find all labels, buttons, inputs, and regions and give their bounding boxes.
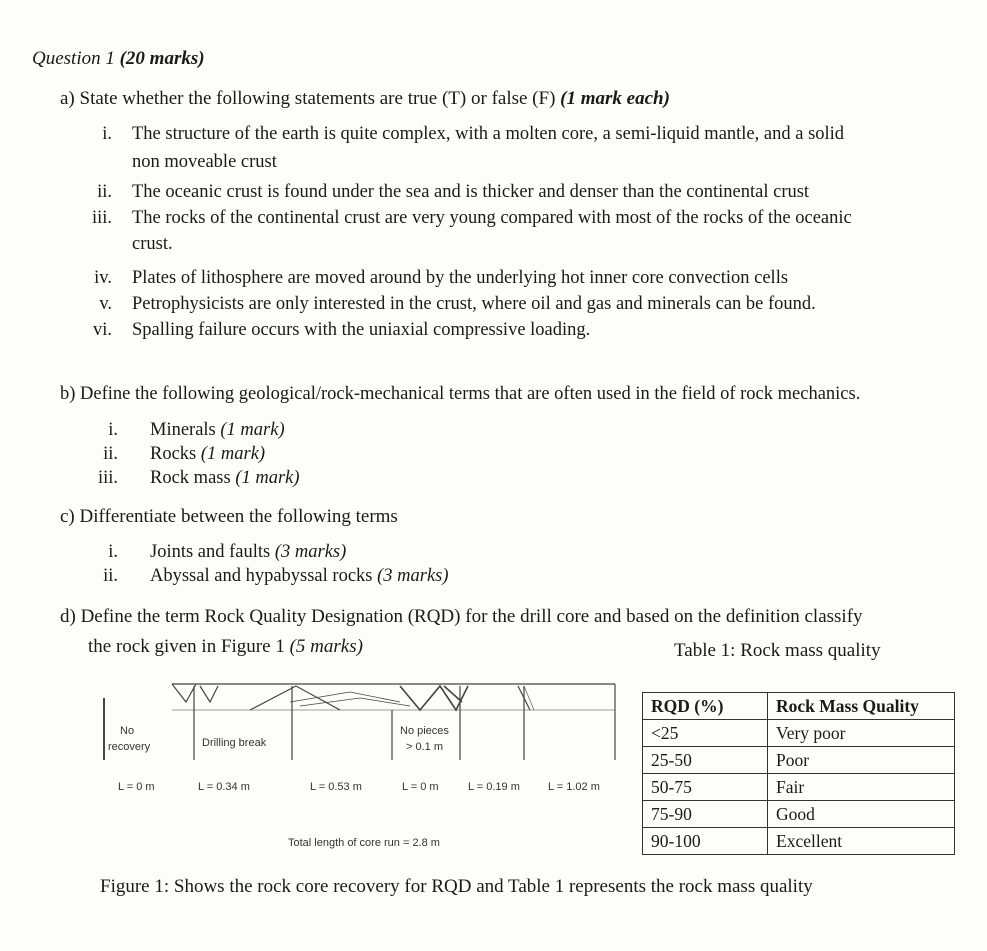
table-cell-quality: Excellent xyxy=(768,828,955,855)
table-cell-quality: Good xyxy=(768,801,955,828)
core-outline xyxy=(104,684,615,760)
part-a-item-5-num: v. xyxy=(99,294,112,314)
part-c-item-1-num: i. xyxy=(108,542,118,562)
part-a-item-1-num: i. xyxy=(102,124,112,144)
part-d-marks: (5 marks) xyxy=(289,636,363,657)
part-d-line2: the rock given in Figure 1 xyxy=(88,636,285,657)
label-no-recovery-1: No xyxy=(120,725,135,737)
table-cell-rqd: 75-90 xyxy=(643,801,768,828)
part-a-item-6-num: vi. xyxy=(92,320,112,340)
part-a-item-6-line1: Spalling failure occurs with the uniaxial compressive loading. xyxy=(132,320,591,340)
part-a-item-1-line1: The structure of the earth is quite complex, with a molten core, a semi-liquid mantle, and a solid xyxy=(132,124,845,144)
length-label-4: L = 0 m xyxy=(402,781,439,793)
part-c-item-2-text: Abyssal and hypabyssal rocks xyxy=(150,566,373,586)
part-b-item-3 xyxy=(150,468,300,489)
part-a-item-3-num: iii. xyxy=(91,208,112,228)
table-caption: Table 1: Rock mass quality xyxy=(674,640,881,661)
part-c-label: c) xyxy=(60,506,75,527)
length-label-6: L = 1.02 m xyxy=(548,781,600,793)
rqd-table xyxy=(642,692,955,855)
part-b-heading xyxy=(60,384,860,405)
part-d-line2-wrap xyxy=(88,636,363,658)
length-label-1: L = 0 m xyxy=(118,781,155,793)
question-title xyxy=(32,48,205,70)
part-a-text: State whether the following statements are true (T) or false (F) xyxy=(79,88,556,109)
label-total-length: Total length of core run = 2.8 m xyxy=(288,837,440,849)
part-b-item-1 xyxy=(150,420,285,441)
part-a-item-3-line1: The rocks of the continental crust are very young compared with most of the rocks of the oceanic xyxy=(132,208,852,228)
length-label-5: L = 0.19 m xyxy=(468,781,520,793)
part-b-item-3-num: iii. xyxy=(97,468,118,488)
part-a-item-4-num: iv. xyxy=(94,268,112,288)
part-c-heading xyxy=(60,506,398,528)
break-shape-2 xyxy=(200,686,218,702)
part-b-item-2-marks: (1 mark) xyxy=(200,444,266,464)
part-c-item-1 xyxy=(150,542,346,563)
label-no-recovery-2: recovery xyxy=(108,741,151,753)
part-b-item-3-text: Rock mass xyxy=(150,468,231,488)
label-drilling-break: Drilling break xyxy=(202,737,267,749)
table-row xyxy=(643,828,955,855)
part-b-text: Define the following geological/rock-mechanical terms that are often used in the field of rock mechanics. xyxy=(80,384,861,404)
part-a-item-3-line2: crust. xyxy=(132,234,173,254)
label-no-pieces-1: No pieces xyxy=(400,725,449,737)
table-cell-rqd: <25 xyxy=(643,720,768,747)
table-cell-quality: Fair xyxy=(768,774,955,801)
core-recovery-figure xyxy=(100,672,620,862)
part-c-item-1-marks: (3 marks) xyxy=(274,542,347,562)
table-cell-quality: Very poor xyxy=(768,720,955,747)
part-a-item-1-line2: non moveable crust xyxy=(132,152,277,172)
question-marks: (20 marks) xyxy=(119,48,205,69)
part-b-item-2 xyxy=(150,444,265,465)
part-d-line1: Define the term Rock Quality Designation (RQD) for the drill core and based on the definition classify xyxy=(80,606,863,627)
part-c-item-2-num: ii. xyxy=(103,566,118,586)
fracture-line-a xyxy=(290,692,400,702)
part-a-item-2-num: ii. xyxy=(97,182,112,202)
table-row xyxy=(643,774,955,801)
part-c-text: Differentiate between the following terms xyxy=(79,506,398,527)
length-label-3: L = 0.53 m xyxy=(310,781,362,793)
part-d-label: d) xyxy=(60,606,76,627)
rubble-slash xyxy=(444,686,462,702)
table-cell-rqd: 50-75 xyxy=(643,774,768,801)
part-b-item-1-marks: (1 mark) xyxy=(220,420,285,440)
part-b-item-1-text: Minerals xyxy=(150,420,216,440)
break-shape-1 xyxy=(172,684,196,702)
part-d-heading xyxy=(60,606,863,628)
length-label-2: L = 0.34 m xyxy=(198,781,250,793)
table-header-row xyxy=(643,693,955,720)
part-b-item-3-marks: (1 mark) xyxy=(235,468,300,488)
table-row xyxy=(643,720,955,747)
part-a-label: a) xyxy=(60,88,75,109)
part-a-item-5-line1: Petrophysicists are only interested in the crust, where oil and gas and minerals can be found. xyxy=(132,294,816,314)
table-cell-rqd: 90-100 xyxy=(643,828,768,855)
part-c-item-1-text: Joints and faults xyxy=(150,542,271,562)
part-b-item-2-num: ii. xyxy=(103,444,118,464)
table-header-quality: Rock Mass Quality xyxy=(768,693,955,720)
fracture-line-b xyxy=(300,698,410,706)
table-cell-rqd: 25-50 xyxy=(643,747,768,774)
part-a-marks: (1 mark each) xyxy=(560,88,670,109)
part-b-label: b) xyxy=(60,384,76,404)
part-c-item-2-marks: (3 marks) xyxy=(377,566,449,586)
part-a-heading xyxy=(60,88,670,110)
fracture-wedge xyxy=(250,686,340,710)
question-label: Question 1 xyxy=(32,48,115,69)
figure-caption: Figure 1: Shows the rock core recovery for RQD and Table 1 represents the rock mass quality xyxy=(100,876,813,897)
part-a-item-4-line1: Plates of lithosphere are moved around by the underlying hot inner core convection cells xyxy=(132,268,789,288)
break-shape-4 xyxy=(524,686,534,710)
label-no-pieces-2: > 0.1 m xyxy=(406,741,443,753)
table-row xyxy=(643,801,955,828)
table-cell-quality: Poor xyxy=(768,747,955,774)
part-b-item-1-num: i. xyxy=(108,420,118,440)
table-header-rqd: RQD (%) xyxy=(643,693,768,720)
part-a-item-2-line1: The oceanic crust is found under the sea and is thicker and denser than the continental crust xyxy=(132,182,810,202)
table-row xyxy=(643,747,955,774)
part-c-item-2 xyxy=(150,566,449,587)
part-b-item-2-text: Rocks xyxy=(150,444,197,464)
